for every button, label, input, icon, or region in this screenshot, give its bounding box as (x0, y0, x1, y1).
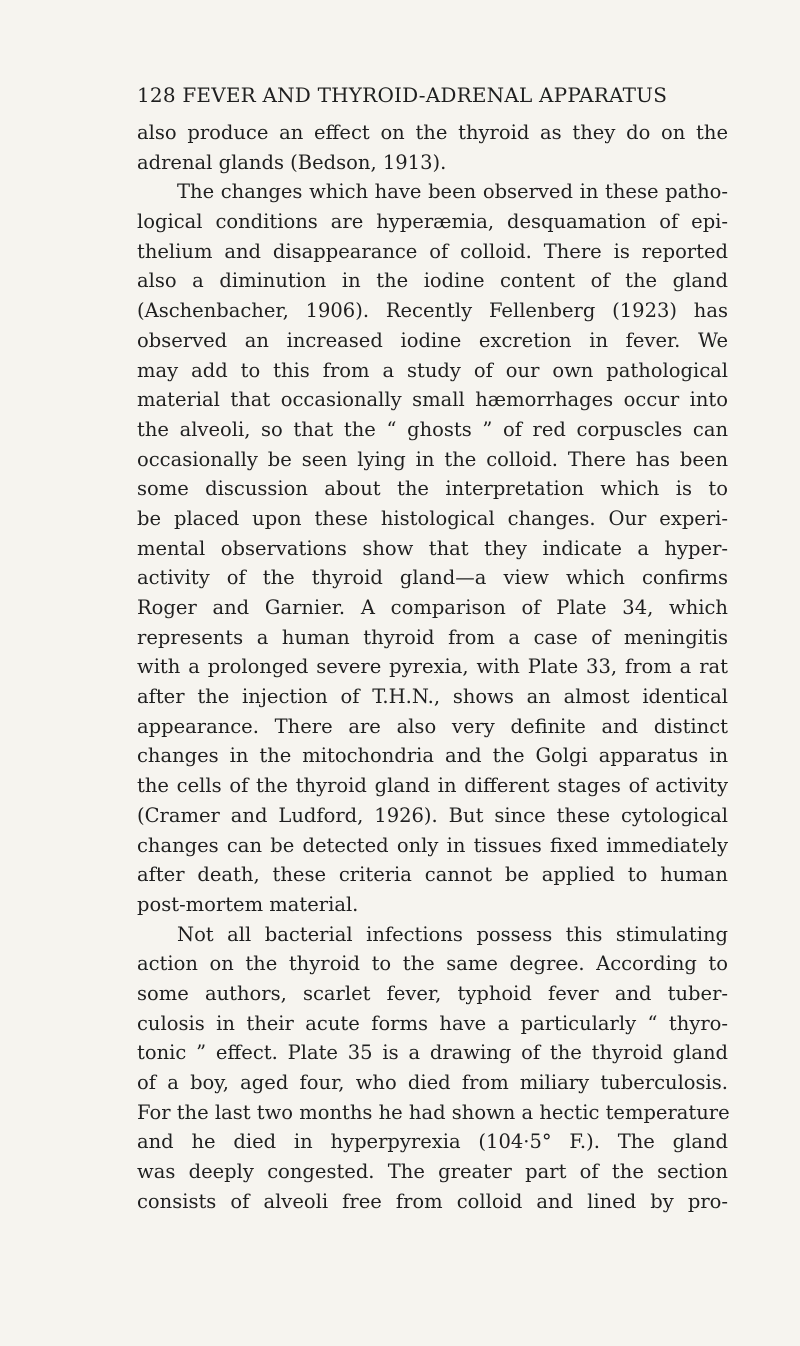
text-line: some discussion about the interpretation which is to (137, 477, 728, 501)
text-line: action on the thyroid to the same degree. According to (137, 952, 728, 976)
text-line: occasionally be seen lying in the colloid. There has been (137, 447, 728, 471)
text-line: consists of alveoli free from colloid and lined by pro- (137, 1189, 728, 1213)
text-line: observed an increased iodine excretion in fever. We (137, 328, 728, 352)
text-line: tonic ” effect. Plate 35 is a drawing of the thyroid gland (137, 1041, 728, 1065)
text-line: Roger and Garnier. A comparison of Plate 34, which (137, 596, 728, 619)
text-line: be placed upon these histological changes. Our experi- (137, 506, 728, 530)
text-line: with a prolonged severe pyrexia, with Plate 33, from a rat (137, 655, 728, 679)
running-head: 128 FEVER AND THYROID-ADRENAL APPARATUS (137, 83, 668, 107)
text-line: may add to this from a study of our own pathological (137, 358, 728, 382)
text-line: For the last two months he had shown a hectic temperature (137, 1100, 730, 1124)
text-line: the alveoli, so that the “ ghosts ” of red corpuscles can (137, 417, 728, 441)
text-line: (Cramer and Ludford, 1926). But since these cytological (137, 803, 728, 827)
text-line: also a diminution in the iodine content of the gland (137, 269, 728, 293)
text-line: represents a human thyroid from a case of meningitis (137, 625, 728, 649)
text-line: activity of the thyroid gland—a view which confirms (137, 566, 728, 590)
text-line: also produce an effect on the thyroid as they do on the (137, 121, 728, 144)
text-line: post-mortem material. (137, 892, 359, 916)
paragraph-first-line: Not all bacterial infections possess this stimulating (177, 922, 728, 946)
text-line: some authors, scarlet fever, typhoid fever and tuber- (137, 981, 728, 1005)
text-line: was deeply congested. The greater part of the section (137, 1160, 728, 1184)
text-line: logical conditions are hyperæmia, desquamation of epi- (137, 210, 728, 234)
text-line: appearance. There are also very definite and distinct (137, 714, 728, 738)
paragraph-first-line: The changes which have been observed in these patho- (177, 180, 728, 204)
text-line: adrenal glands (Bedson, 1913). (137, 150, 447, 174)
text-line: changes can be detected only in tissues fixed immediately (137, 833, 728, 857)
text-line: mental observations show that they indicate a hyper- (137, 536, 728, 560)
text-line: after death, these criteria cannot be applied to human (137, 863, 728, 887)
text-line: and he died in hyperpyrexia (104·5° F.). The gland (137, 1130, 728, 1154)
body-text (137, 118, 728, 1216)
text-line: thelium and disappearance of colloid. There is reported (137, 239, 728, 263)
text-line: of a boy, aged four, who died from miliary tuberculosis. (137, 1071, 728, 1094)
text-line: after the injection of T.H.N., shows an almost identical (137, 685, 728, 709)
text-line: the cells of the thyroid gland in different stages of activity (137, 774, 728, 798)
text-line: (Aschenbacher, 1906). Recently Fellenberg (1923) has (137, 299, 728, 323)
text-line: culosis in their acute forms have a particularly “ thyro- (137, 1011, 728, 1035)
text-line: material that occasionally small hæmorrhages occur into (137, 388, 728, 412)
text-line: changes in the mitochondria and the Golgi apparatus in (137, 744, 728, 768)
